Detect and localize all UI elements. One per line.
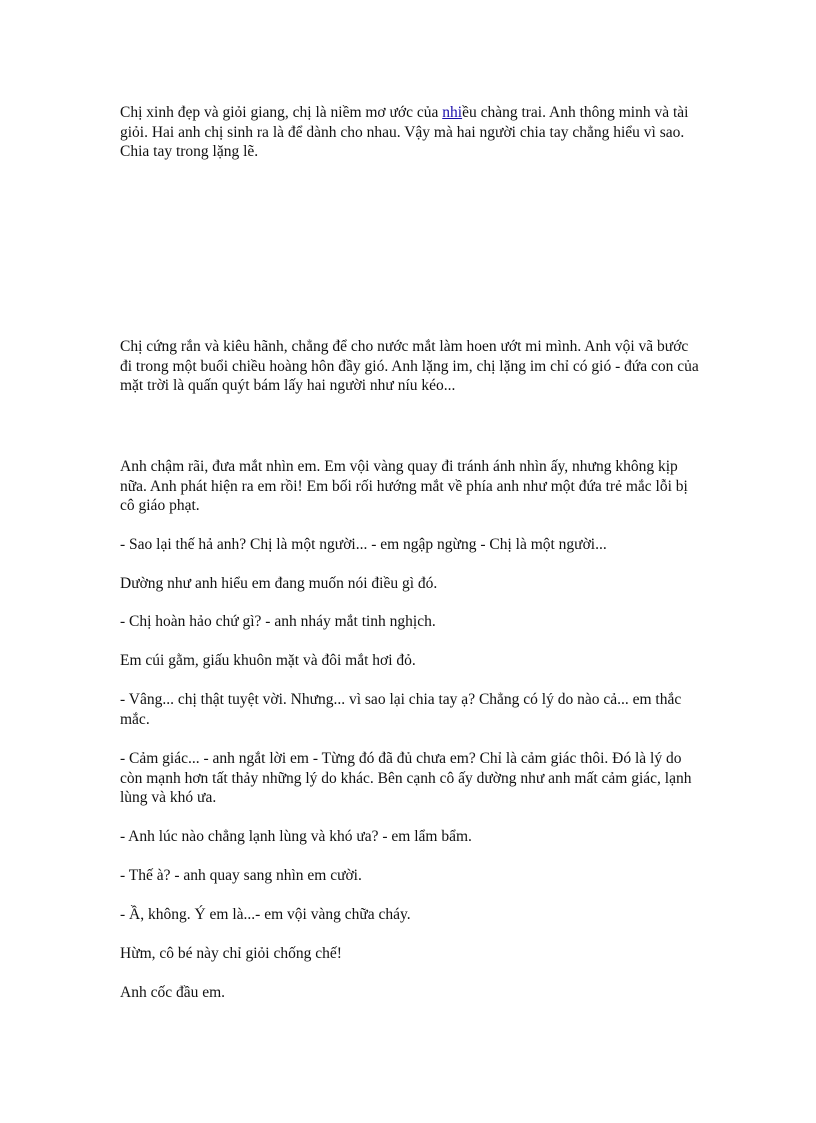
paragraph-12: - Ầ, không. Ý em là...- em vội vàng chữa cháy. bbox=[120, 906, 411, 923]
paragraph-1-text-after-link: ều chàng trai. Anh thông minh và tài giỏi. Hai anh chị sinh ra là để dành cho nhau. Vậy mà hai người chia tay chẳng hiểu vì sao. Chia tay trong lặng lẽ. bbox=[120, 104, 689, 160]
paragraph-2: Chị cứng rắn và kiêu hãnh, chẳng để cho nước mắt làm hoen ướt mi mình. Anh vội vã bước đi trong một buổi chiều hoàng hôn đầy gió. Anh lặng im, chị lặng im chỉ có gió - đứa con của mặt trời là quấn quýt bám lấy hai người như níu kéo... bbox=[120, 338, 699, 394]
paragraph-9: - Cảm giác... - anh ngắt lời em - Từng đó đã đủ chưa em? Chỉ là cảm giác thôi. Đó là lý do còn mạnh hơn tất thảy những lý do khác. Bên cạnh cô ấy dường như anh mất cảm giác, lạnh lùng và khó ưa. bbox=[120, 750, 692, 806]
paragraph-10: - Anh lúc nào chẳng lạnh lùng và khó ưa? - em lẩm bẩm. bbox=[120, 828, 472, 845]
paragraph-8: - Vâng... chị thật tuyệt vời. Nhưng... vì sao lại chia tay ạ? Chẳng có lý do nào cả... em thắc mắc. bbox=[120, 691, 682, 728]
paragraph-13: Hừm, cô bé này chỉ giỏi chống chế! bbox=[120, 945, 342, 962]
paragraph-14: Anh cốc đầu em. bbox=[120, 984, 226, 1001]
paragraph-3: Anh chậm rãi, đưa mắt nhìn em. Em vội vàng quay đi tránh ánh nhìn ấy, nhưng không kịp nữa. Anh phát hiện ra em rồi! Em bối rối hướng mắt về phía anh như một đứa trẻ mắc lỗi bị cô giáo phạt. bbox=[120, 458, 688, 514]
paragraph-1 bbox=[120, 103, 700, 162]
paragraph-1-text-before-link: Chị xinh đẹp và giỏi giang, chị là niềm mơ ước của bbox=[120, 104, 443, 121]
paragraph-6: - Chị hoàn hảo chứ gì? - anh nháy mắt tinh nghịch. bbox=[120, 613, 436, 630]
paragraph-11: - Thế à? - anh quay sang nhìn em cười. bbox=[120, 867, 362, 884]
paragraph-7: Em cúi gằm, giấu khuôn mặt và đôi mắt hơi đỏ. bbox=[120, 652, 416, 669]
paragraph-5: Dường như anh hiểu em đang muốn nói điều gì đó. bbox=[120, 575, 438, 592]
inline-link[interactable]: nhi bbox=[442, 104, 463, 121]
paragraph-4: - Sao lại thế hả anh? Chị là một người... - em ngập ngừng - Chị là một người... bbox=[120, 536, 607, 553]
